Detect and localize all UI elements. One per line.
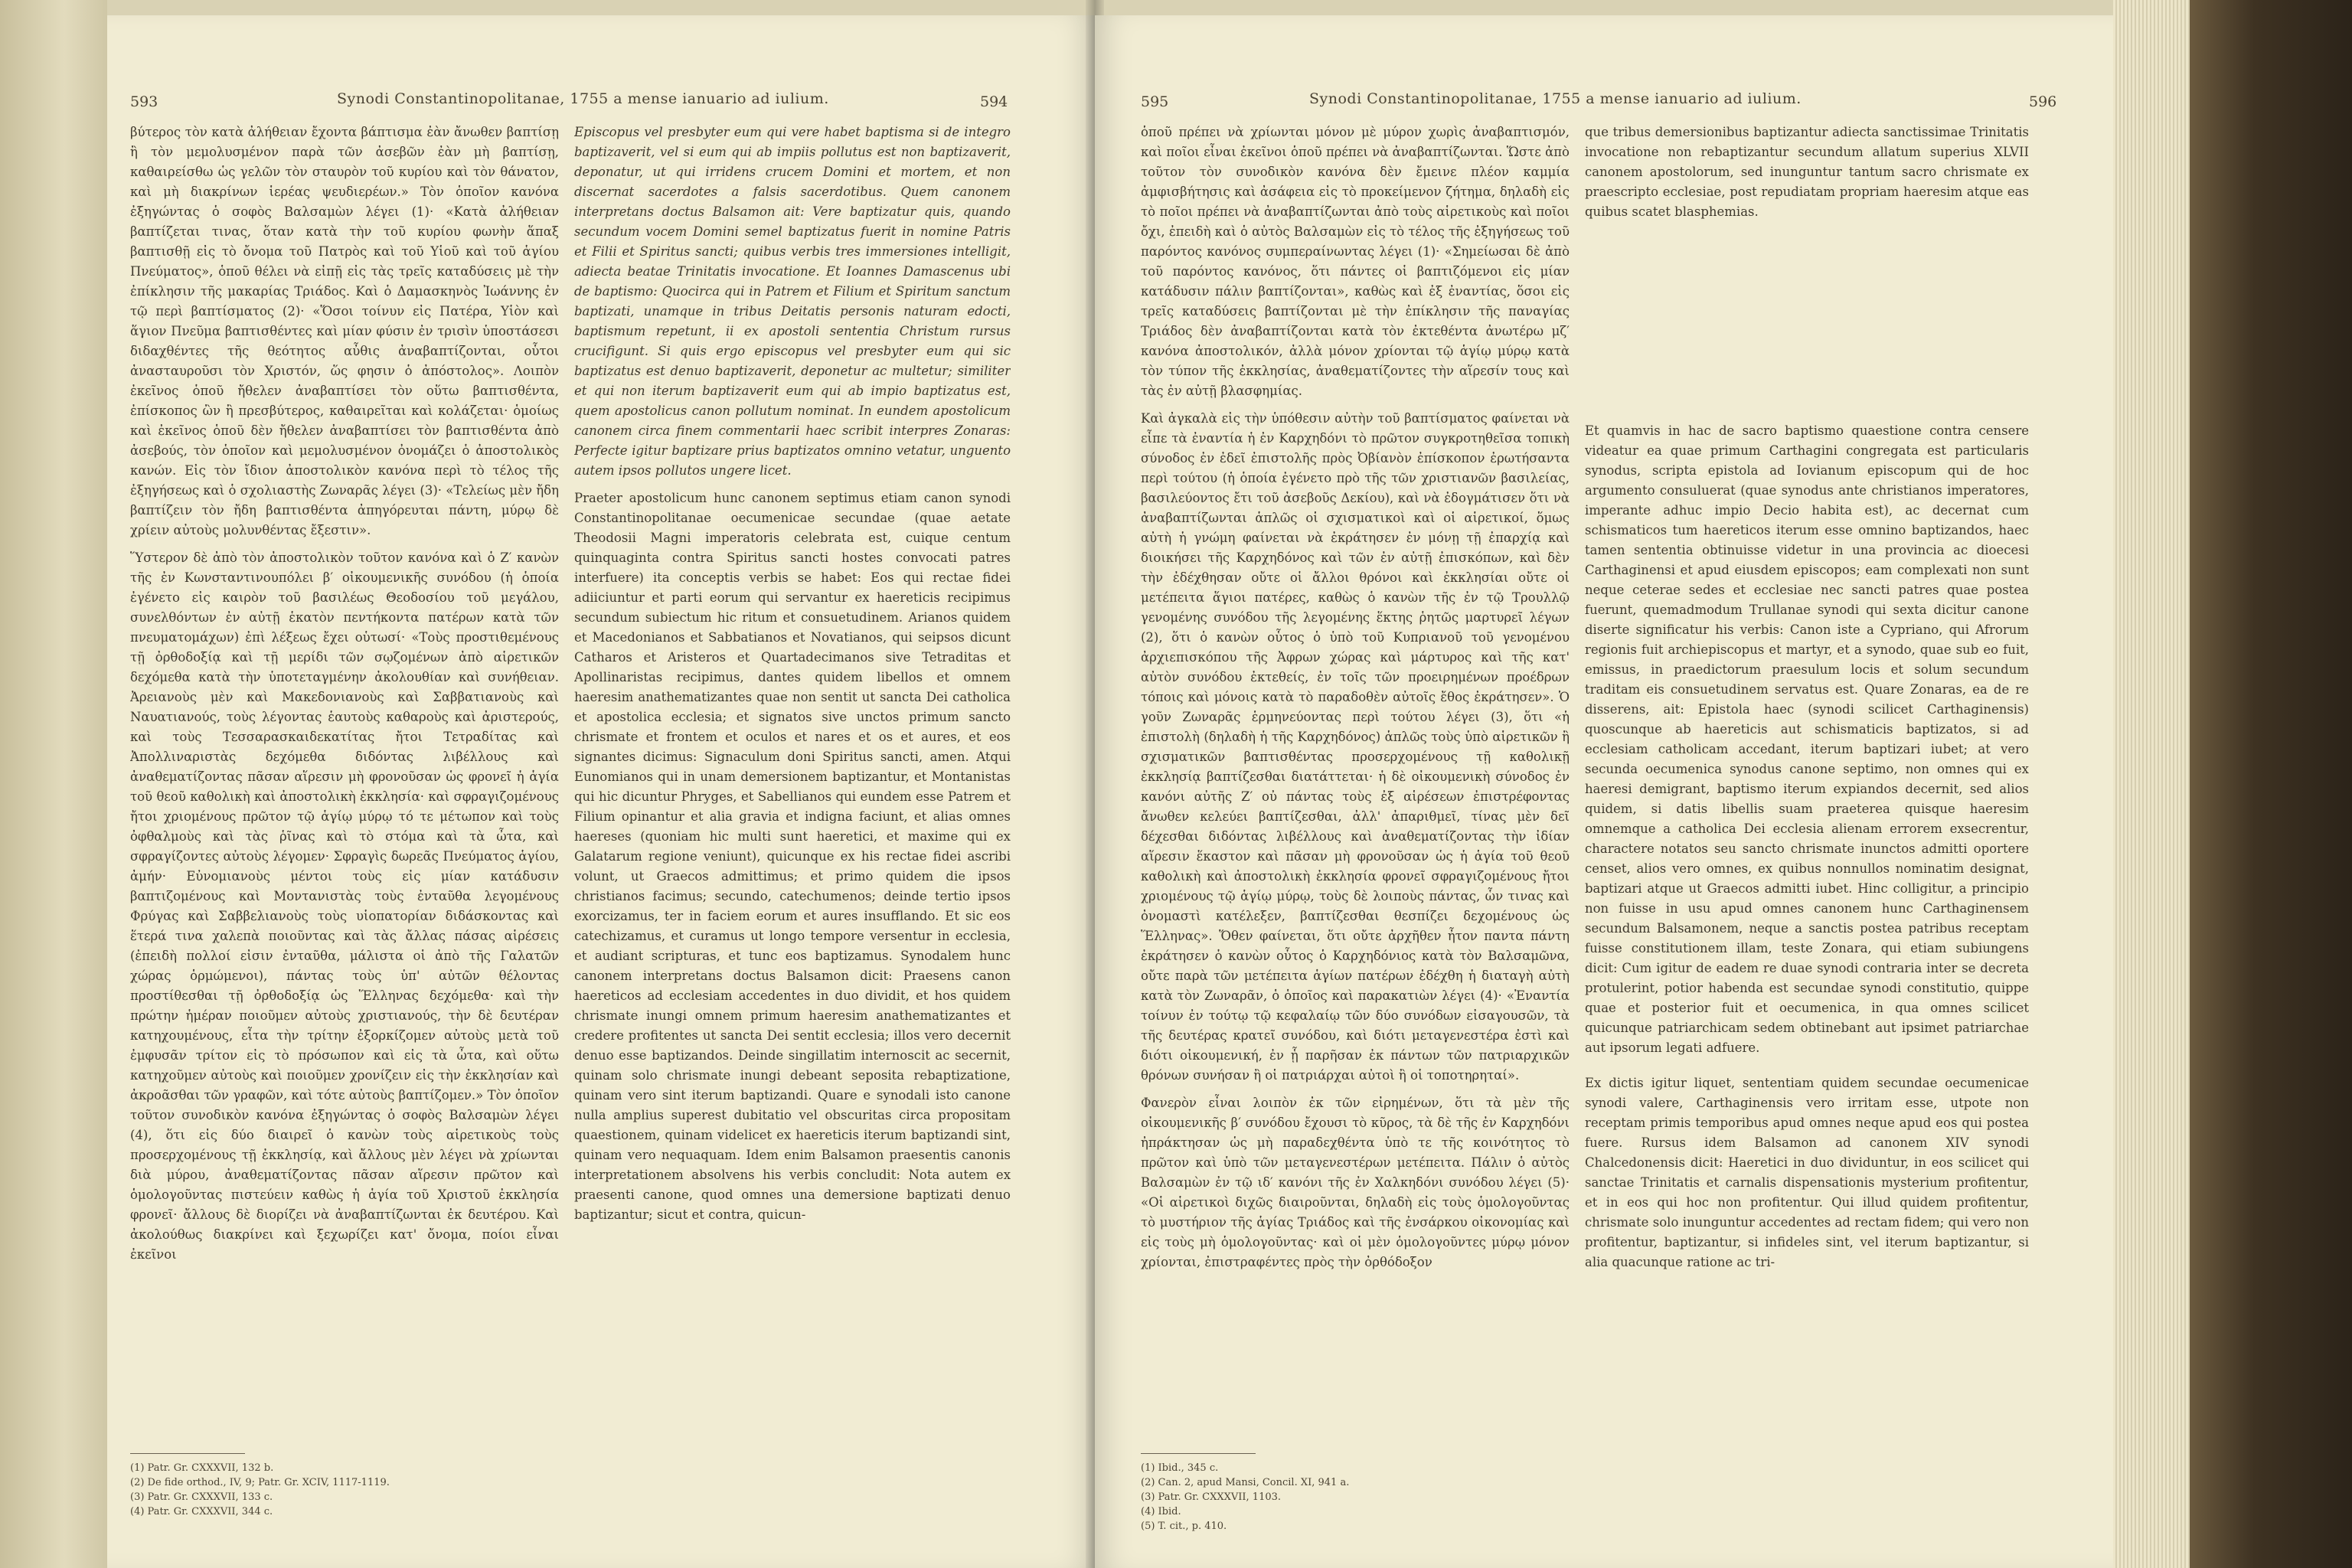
greek-paragraph: Φανερὸν εἶναι λοιπὸν ἐκ τῶν εἰρημένων, ὅτι τὰ μὲν τῆς οἰκουμενικῆς β′ συνόδου ἔχουσι τὸ κῦρος, τὰ δὲ τῆς ἐν Καρχηδόνι ἠπράκτησαν ὡς μὴ παραδεχθέντα ὑπὸ τε τῆς κοινότητος τὸ πρῶτον καὶ ὑπὸ τῶν μεταγενεστέρων μετέπειτα. Πάλιν ὁ αὐτὸς Βαλσαμὼν ἐν τῷ ιδ′ κανόνι τῆς ἐν Χαλκηδόνι συνόδου λέγει (5)· «Οἱ αἱρετικοὶ διχῶς διαιροῦνται, δηλαδὴ εἰς τοὺς ὁμολογοῦντας τὸ μυστήριον τῆς ἁγίας Τριάδος καὶ τῆς ἐνσάρκου οἰκονομίας καὶ εἰς τοὺς μὴ ὁμολογοῦντας· καὶ οἱ μὲν ὁμολογοῦντες μύρῳ μόνον χρίονται, ἐπιστραφέντες πρὸς τὴν ὀρθόδοξον — [1141, 1096, 1570, 1269]
running-head-left: Synodi Constantinopolitanae, 1755 a mense ianuario ad iulium. — [337, 90, 829, 107]
left-page-edge — [0, 0, 107, 1568]
footnote: (5) T. cit., p. 410. — [1141, 1521, 1227, 1532]
latin-paragraph: Ex dictis igitur liquet, sententiam quidem secundae oecumenicae synodi valere, Carthaginensis vero irritam esse, utpote non receptam primis temporibus apud omnes neque apud eos qui postea fuere. Rursus idem Balsamon ad canonem XIV synodi Chalcedonensis dicit: Haeretici in duo dividuntur, in eos scilicet qui sanctae Trinitatis et carnalis dispensationis mysterium profitentur, et in eos qui hoc non profitentur. Qui illud quidem profitentur, chrismate solo inunguntur accedentes ad rectam fidem; qui vero non profitentur, baptizantur, si infideles sint, vel iterum baptizantur, si alia quacunque ratione ac tri- — [1585, 1076, 2029, 1269]
page-number-593: 593 — [130, 93, 158, 110]
page-number-594: 594 — [980, 93, 1008, 110]
greek-column-right — [1141, 122, 1570, 1439]
latin-column-right — [1585, 122, 2029, 1439]
latin-paragraph: que tribus demersionibus baptizantur adiecta sanctissimae Trinitatis invocatione non rebaptizantur secundum allatum superius XLVII canonem apostolorum, sed inunguntur tantum sacro chrismate ex praescripto ecclesiae, post repudiatam propriam haeresim atque eas quibus scatet blasphemias. — [1585, 125, 2029, 219]
greek-paragraph: βύτερος τὸν κατὰ ἀλήθειαν ἔχοντα βάπτισμα ἐὰν ἄνωθεν βαπτίσῃ ἢ τὸν μεμολυσμένον παρὰ τῶν ἀσεβῶν ἐὰν μὴ βαπτίσῃ, καθαιρείσθω ὡς γελῶν τὸν σταυρὸν τοῦ κυρίου καὶ τὸν θάνατον, καὶ μὴ διακρίνων ἱερέας ψευδιερέων.» Τὸν ὁποῖον κανόνα ἐξηγώντας ὁ σοφὸς Βαλσαμὼν λέγει (1)· «Κατὰ ἀλήθειαν βαπτίζεται τινας, ὅταν κατὰ τὴν τοῦ κυρίου φωνὴν ἅπαξ βαπτισθῇ εἰς τὸ ὄνομα τοῦ Πατρὸς καὶ τοῦ Υἱοῦ καὶ τοῦ ἁγίου Πνεύματος», ὁποῦ θέλει νὰ εἰπῇ εἰς τὰς τρεῖς καταδύσεις μὲ τὴν ἐπίκλησιν τῆς μακαρίας Τριάδος. Καὶ ὁ Δαμασκηνὸς Ἰωάννης ἐν τῷ περὶ βαπτίσματος (2)· «Ὅσοι τοίνυν εἰς Πατέρα, Υἱὸν καὶ ἅγιον Πνεῦμα βαπτισθέντες καὶ μίαν φύσιν ἐν τρισὶν ὑποστάσεσι διδαχθέντες τῆς θεότητος αὖθις ἀναβαπτίζονται, οὗτοι ἀνασταυροῦσι τὸν Χριστόν, ὥς φησιν ὁ ἀπόστολος». Λοιπὸν ἐκεῖνος ὁποῦ ἤθελεν ἀναβαπτίσει τὸν οὕτω βαπτισθέντα, ἐπίσκοπος ὢν ἢ πρεσβύτερος, καθαιρεῖται καὶ κολάζεται· ὁμοίως καὶ ἐκεῖνος ὁποῦ δὲν ἤθελεν ἀναβαπτίσει τὸν βαπτισθέντα ἀπὸ ἀσεβούς, τὸν ὁποῖον καὶ μεμολυσμένον ὀνομάζει ὁ ἀποστολικὸς κανών. Εἰς τὸν ἴδιον ἀποστολικὸν κανόνα περὶ τὸ τέλος τῆς ἐξηγήσεως καὶ ὁ σχολιαστὴς Ζωναρᾶς λέγει (3)· «Τελείως μὲν ἤδη βαπτίζειν τὸν ἤδη βαπτισθέντα ἀπηγόρευται πάντη, μύρῳ δὲ χρίειν αὐτοὺς μολυνθέντας ἔξεστιν». — [130, 125, 559, 537]
book-cover-shadow — [2190, 0, 2352, 1568]
footnote: (3) Patr. Gr. CXXXVII, 1103. — [1141, 1491, 1282, 1503]
running-head-right: Synodi Constantinopolitanae, 1755 a mense ianuario ad iulium. — [1309, 90, 1802, 107]
footnote-rule — [130, 1453, 245, 1454]
footnote-rule — [1141, 1453, 1256, 1454]
page-stack-edge — [2113, 0, 2190, 1568]
footnote: (1) Patr. Gr. CXXXVII, 132 b. — [130, 1462, 274, 1474]
footnote: (4) Ibid. — [1141, 1506, 1181, 1517]
footnote: (2) De fide orthod., IV, 9; Patr. Gr. XCIV, 1117-1119. — [130, 1477, 390, 1488]
greek-paragraph: Ὕστερον δὲ ἀπὸ τὸν ἀποστολικὸν τοῦτον κανόνα καὶ ὁ Ζ′ κανὼν τῆς ἐν Κωνσταντινουπόλει β′ οἰκουμενικῆς συνόδου (ἡ ὁποία ἐγένετο εἰς καιρὸν τοῦ βασιλέως Θεοδοσίου τοῦ μεγάλου, συνελθόντων ἐν αὐτῇ ἑκατὸν πεντήκοντα πατέρων κατὰ τῶν πνευματομάχων) ἐπὶ λέξεως ἔχει οὑτωσί· «Τοὺς προστιθεμένους τῇ ὀρθοδοξίᾳ καὶ τῇ μερίδι τῶν σῳζομένων ἀπὸ αἱρετικῶν δεχόμεθα κατὰ τὴν ὑποτεταγμένην ἀκολουθίαν καὶ συνήθειαν. Ἀρειανοὺς μὲν καὶ Μακεδονιανοὺς καὶ Σαββατιανοὺς καὶ Ναυατιανούς, τοὺς λέγοντας ἑαυτοὺς καθαροὺς καὶ ἀριστερούς, καὶ τοὺς Τεσσαρασκαιδεκατίτας ἤτοι Τετραδίτας καὶ Ἀπολλιναριστὰς δεχόμεθα διδόντας λιβέλλους καὶ ἀναθεματίζοντας πᾶσαν αἵρεσιν μὴ φρονοῦσαν ὡς φρονεῖ ἡ ἁγία τοῦ θεοῦ καθολικὴ καὶ ἀποστολικὴ ἐκκλησία· καὶ σφραγιζομένους ἤτοι χριομένους πρῶτον τῷ ἁγίῳ μύρῳ τό τε μέτωπον καὶ τοὺς ὀφθαλμοὺς καὶ τὰς ῥῖνας καὶ τὸ στόμα καὶ τὰ ὦτα, καὶ σφραγίζοντες αὐτοὺς λέγομεν· Σφραγὶς δωρεᾶς Πνεύματος ἁγίου, ἀμήν· Εὐνομιανοὺς μέντοι τοὺς εἰς μίαν κατάδυσιν βαπτιζομένους καὶ Μοντανιστὰς τοὺς ἐνταῦθα λεγομένους Φρύγας καὶ Σαββελιανοὺς τοὺς υἱοπατορίαν διδάσκοντας καὶ ἕτερά τινα χαλεπὰ ποιοῦντας καὶ τὰς ἄλλας πάσας αἱρέσεις (ἐπειδὴ πολλοί εἰσιν ἐνταῦθα, μάλιστα οἱ ἀπὸ τῆς Γαλατῶν χώρας ὁρμώμενοι), πάντας τοὺς ὑπ' αὐτῶν θέλοντας προστίθεσθαι τῇ ὀρθοδοξίᾳ ὡς Ἕλληνας δεχόμεθα· καὶ τὴν πρώτην ἡμέραν ποιοῦμεν αὐτοὺς χριστιανούς, τὴν δὲ δευτέραν κατηχουμένους, εἶτα τὴν τρίτην ἐξορκίζομεν αὐτοὺς μετὰ τοῦ ἐμφυσᾶν τρίτον εἰς τὸ πρόσωπον καὶ εἰς τὰ ὦτα, καὶ οὕτω κατηχοῦμεν αὐτοὺς καὶ ποιοῦμεν χρονίζειν εἰς τὴν ἐκκλησίαν καὶ ἀκροᾶσθαι τῶν γραφῶν, καὶ τότε αὐτοὺς βαπτίζομεν.» Τὸν ὁποῖον τοῦτον συνοδικὸν κανόνα ἐξηγώντας ὁ σοφὸς Βαλσαμὼν λέγει (4), ὅτι εἰς δύο διαιρεῖ ὁ κανὼν τοὺς αἱρετικοὺς τοὺς προσερχομένους τῇ ἐκκλησίᾳ, καὶ ἄλλους μὲν λέγει νὰ χρίωνται διὰ μύρου, ἀναθεματίζοντας πᾶσαν αἵρεσιν πρῶτον καὶ ὁμολογοῦντας πιστεύειν καθὼς ἡ ἁγία τοῦ Χριστοῦ ἐκκλησία φρονεῖ· ἄλλους δὲ διορίζει νὰ ἀναβαπτίζωνται ἐκ δευτέρου. Καὶ ἀκολούθως διακρίνει καὶ ξεχωρίζει κατ' ὄνομα, ποίοι εἶναι ἐκεῖνοι — [130, 550, 559, 1262]
page-number-595: 595 — [1141, 93, 1169, 110]
latin-paragraph: Praeter apostolicum hunc canonem septimus etiam canon synodi Constantinopolitanae oecumenicae secundae (quae aetate Theodosii Magni imperatoris celebrata est, cuique centum quinquaginta contra Spiritus sancti hostes convocati patres interfuere) ita conceptis verbis se habet: Eos qui rectae fidei adiiciuntur et parti eorum qui servantur ex haereticis recipimus secundum subiectum hic ritum et consuetudinem. Arianos quidem et Macedonianos et Sabbatianos et Novatianos, qui seipsos dicunt Catharos et Aristeros et Quartadecimanos sive Tetraditas et Apollinaristas recipimus, dantes quidem libellos et omnem haeresim anathematizantes quae non sentit ut sancta Dei catholica et apostolica ecclesia; et signatos sive unctos primum sancto chrismate et frontem et oculos et nares et os et aures, et eos signantes dicimus: Signaculum doni Spiritus sancti, amen. Atqui Eunomianos qui in unam demersionem baptizantur, et Montanistas qui hic dicuntur Phryges, et Sabellianos qui eundem esse Patrem et Filium opinantur et alia gravia et indigna faciunt, et alias omnes haereses (quoniam hic multi sunt haeretici, et maxime qui ex Galatarum regione veniunt), quicunque ex his rectae fidei ascribi volunt, ut Graecos admittimus; et primo quidem die ipsos christianos facimus; secundo, catechumenos; deinde tertio ipsos exorcizamus, ter in faciem eorum et aures insufflando. Et sic eos catechizamus, et curamus ut longo tempore versentur in ecclesia, et audiant scripturas, et tunc eos baptizamus. Synodalem hunc canonem interpretans doctus Balsamon dicit: Praesens canon haereticos ad ecclesiam accedentes in duo dividit, et hos quidem chrismate inungi omnem primum haeresim anathematizantes et credere profitentes ut sancta Dei sentit ecclesia; illos vero decernit denuo esse baptizandos. Deinde singillatim internoscit ac secernit, quinam solo chrismate inungi debeant seposita rebaptizatione, quinam vero sint iterum baptizandi. Quare e synodali isto canone nulla amplius superest dubitatio vel obscuritas circa propositam quaestionem, quinam videlicet ex haereticis iterum baptizandi sint, quinam vero nequaquam. Idem enim Balsamon praesentis canonis interpretationem absolvens his verbis concludit: Nota autem ex praesenti canone, quod omnes una demersione baptizati denuo baptizantur; sicut et contra, quicun- — [574, 491, 1011, 1222]
latin-paragraph: Et quamvis in hac de sacro baptismo quaestione contra censere videatur ea quae primum Carthagini congregata est particularis synodus, scripta epistola ad Iovianum episcopum qui de hoc argumento consuluerat (quae synodus ante christianos imperatores, imperante adhuc impio Decio habita est), ac decernat cum schismaticos tum haereticos iterum esse omnino baptizandos, haec tamen sententia obtinuisse videtur in una provincia ac dioecesi Carthaginensi et apud eiusdem episcopos; eam complexati non sunt neque ceterae sedes et ecclesiae nec sancti patres quae postea fuerunt, quemadmodum Trullanae synodi qui sexta dicitur canone diserte significatur his verbis: Canon iste a Cypriano, qui Afrorum regionis fuit archiepiscopus et martyr, et a synodo, quae sub eo fuit, emissus, in praedictorum praesulum locis et solum secundum traditam eis consuetudinem servatus est. Quare Zonaras, ea de re disserens, ait: Epistola haec (synodi scilicet Carthaginensis) quoscunque ab haereticis aut schismaticis baptizatos, si ad ecclesiam catholicam accedant, iterum baptizari iubet; at vero secunda oecumenica synodus canone septimo, non omnes qui ex haeresi demigrant, baptismo iterum expiandos decernit, sed alios quidem, si datis libellis suam praeterea quisque haeresim omnemque a catholica Dei ecclesia alienam errorem exsecrentur, charactere notatos seu sancto chrismate inunctos admitti oportere censet, alios vero omnes, ex quibus nonnullos nominatim designat, baptizari atque ut Graecos admitti iubet. Hinc colligitur, a principio non fuisse in usu apud omnes canonem hunc Carthaginensem secundum Balsamonem, neque a sanctis postea patribus receptam fuisse constitutionem illam, teste Zonara, qui etiam subiungens dicit: Cum igitur de eadem re duae synodi contraria inter se decreta protulerint, potior habenda est secundae synodi constitutio, quippe quae et posterior fuit et oecumenica, in qua omnes scilicet quicunque patriarchicam sedem obtinebant aut ipsimet patriarchae aut ipsorum legati adfuere. — [1585, 423, 2029, 1055]
footnote: (4) Patr. Gr. CXXXVII, 344 c. — [130, 1506, 273, 1517]
right-page — [1095, 15, 2113, 1568]
page-number-596: 596 — [2029, 93, 2057, 110]
greek-paragraph: Καὶ ἀγκαλὰ εἰς τὴν ὑπόθεσιν αὐτὴν τοῦ βαπτίσματος φαίνεται νὰ εἶπε τὰ ἐναντία ἡ ἐν Καρχηδόνι τὸ πρῶτον συγκροτηθεῖσα τοπικὴ σύνοδος ἐν ἐδεῖ ἐπιστολῆς πρὸς Ὀβίανὸν ἐπίσκοπον ἐρωτήσαντα περὶ τούτου (ἡ ὁποία ἐγένετο πρὸ τῆς τῶν χριστιανῶν βασιλείας, βασιλεύοντος ἔτι τοῦ ἀσεβοῦς Δεκίου), καὶ νὰ ἐδογμάτισεν ὅτι νὰ ἀναβαπτίζωνται ἁπλῶς οἱ σχισματικοὶ καὶ οἱ αἱρετικοί, ὅμως αὐτὴ ἡ γνώμη φαίνεται νὰ ἐκράτησεν ἐν μόνῃ τῇ ἐπαρχίᾳ καὶ διοικήσει τῆς Καρχηδόνος καὶ τῶν ἐν αὐτῇ ἐπισκόπων, καὶ δὲν τὴν ἐδέχθησαν οὔτε οἱ ἄλλοι θρόνοι καὶ ἐκκλησίαι οὔτε οἱ μετέπειτα ἅγιοι πατέρες, καθὼς ὁ κανὼν τῆς ἐν τῷ Τρουλλῷ γενομένης συνόδου τῆς λεγομένης ἕκτης ῥητῶς μαρτυρεῖ λέγων (2), ὅτι ὁ κανὼν οὗτος ὁ ὑπὸ τοῦ Κυπριανοῦ τοῦ γενομένου ἀρχιεπισκόπου τῆς Ἀφρων χώρας καὶ μάρτυρος καὶ τῆς κατ' αὐτὸν συνόδου ἐκτεθείς, ἐν τοῖς τῶν προειρημένων προέδρων τόποις καὶ μόνοις κατὰ τὸ παραδοθὲν αὐτοῖς ἔθος ἐκράτησεν». Ὁ γοῦν Ζωναρᾶς ἑρμηνεύοντας περὶ τούτου λέγει (3), ὅτι «ἡ ἐπιστολὴ (δηλαδὴ ἡ τῆς Καρχηδόνος) ἁπλῶς τοὺς ὑπὸ αἱρετικῶν ἢ σχισματικῶν βαπτισθέντας προσερχομένους τῇ καθολικῇ ἐκκλησίᾳ βαπτίζεσθαι διατάττεται· ἡ δὲ οἰκουμενικὴ σύνοδος ἐν κανόνι αὐτῆς Ζ′ οὐ πάντας τοὺς ἐξ αἱρέσεων ἐπιστρέφοντας ἄνωθεν κελεύει βαπτίζεσθαι, ἀλλ' ἀπαριθμεῖ, τίνας μὲν δεῖ δέχεσθαι διδόντας λιβέλλους καὶ ἀναθεματίζοντας τὴν ἰδίαν αἵρεσιν ἕκαστον καὶ πᾶσαν μὴ φρονοῦσαν ὡς ἡ ἁγία τοῦ θεοῦ καθολικὴ καὶ ἀποστολικὴ ἐκκλησία φρονεῖ σφραγιζομένους ἤτοι χριομένους τῷ ἁγίῳ μύρῳ, τοὺς δὲ λοιποὺς πάντας, ὧν τινας καὶ ὀνομαστὶ κατέλεξεν, βαπτίζεσθαι θεσπίζει δεχομένους ὡς Ἕλληνας». Ὅθεν φαίνεται, ὅτι οὔτε ἀρχῆθεν ἦτον παντα πάντη ἐκράτησεν ὁ κανὼν οὗτος ὁ Καρχηδόνιος κατὰ τὸν Βαλσαμῶνα, οὔτε παρὰ τῶν μετέπειτα ἁγίων πατέρων ἐδέχθη ἡ διαταγὴ αὐτὴ κατὰ τὸν Ζωναρᾶν, ὁ ὁποῖος καὶ παρακατιὼν λέγει (4)· «Ἐναντία τοίνυν ἐν τούτῳ τῷ κεφαλαίῳ τῶν δύο συνόδων εἰσαγουσῶν, τὰ τῆς δευτέρας κρατεῖ συνόδου, καὶ διότι μεταγενεστέρα ἐστὶ καὶ διότι οἰκουμενική, ἐν ᾗ παρῆσαν ἐκ πάντων τῶν πατριαρχικῶν θρόνων συνήσαν ἢ οἱ πατριάρχαι αὐτοὶ ἢ οἱ τοποτηρηταί». — [1141, 411, 1570, 1083]
latin-paragraph: Episcopus vel presbyter eum qui vere habet baptisma si de integro baptizaverit, vel si eum qui ab impiis pollutus est non baptizaverit, deponatur, ut qui irridens crucem Domini et mortem, et non discernat sacerdotes a falsis sacerdotibus. Quem canonem interpretans doctus Balsamon ait: Vere baptizatur quis, quando secundum vocem Domini semel baptizatus fuerit in nomine Patris et Filii et Spiritus sancti; quibus verbis tres immersiones intelligit, adiecta beatae Trinitatis invocatione. Et Ioannes Damascenus ubi de baptismo: Quocirca qui in Patrem et Filium et Spiritum sanctum baptizati, unamque in tribus Deitatis personis naturam edocti, baptismum repetunt, ii ex apostoli sententia Christum rursus crucifigunt. Si quis ergo episcopus vel presbyter eum qui sic baptizatus est denuo baptizaverit, deponetur ac multetur; similiter et qui non iterum baptizaverit eum qui ab impio baptizatus est, quem apostolicus canon pollutum nominat. In eundem apostolicum canonem circa finem commentarii haec scribit interpres Zonaras: Perfecte igitur baptizare prius baptizatos omnino vetatur, unguento autem ipsos pollutos ungere licet. — [574, 125, 1011, 478]
greek-paragraph: ὁποῦ πρέπει νὰ χρίωνται μόνον μὲ μύρον χωρὶς ἀναβαπτισμόν, καὶ ποῖοι εἶναι ἐκεῖνοι ὁποῦ πρέπει νὰ ἀναβαπτίζωνται. Ὥστε ἀπὸ τοῦτον τὸν συνοδικὸν κανόνα δὲν ἔμεινε πλέον καμμία ἀμφισβήτησις καὶ ἀσάφεια εἰς τὸ προκείμενον ζήτημα, δηλαδὴ εἰς τὸ ποῖοι πρέπει νὰ ἀναβαπτίζωνται ἀπὸ τοὺς αἱρετικοὺς καὶ ποῖοι ὄχι, ἐπειδὴ καὶ ὁ αὐτὸς Βαλσαμὼν εἰς τὸ τέλος τῆς ἐξηγήσεως τοῦ παρόντος κανόνος συμπεραίνωντας λέγει (1)· «Σημείωσαι δὲ ἀπὸ τοῦ παρόντος κανόνος, ὅτι πάντες οἱ βαπτιζόμενοι εἰς μίαν κατάδυσιν πάλιν βαπτίζονται», καθὼς καὶ ἐξ ἐναντίας, ὅσοι εἰς τρεῖς καταδύσεις βαπτίζονται μὲ τὴν ἐπίκλησιν τῆς παναγίας Τριάδος δὲν ἀναβαπτίζονται κατὰ τὸν ἐκτεθέντα ἀνωτέρω μζ′ κανόνα ἀποστολικόν, ἀλλὰ μόνον χρίονται τῷ ἁγίῳ μύρῳ κατὰ τὸν τύπον τῆς ἐκκλησίας, ἀναθεματίζοντες τὴν αἵρεσίν τους καὶ τὰς ἐν αὐτῇ βλασφημίας. — [1141, 125, 1570, 398]
footnote: (2) Can. 2, apud Mansi, Concil. XI, 941 a. — [1141, 1477, 1350, 1488]
footnote: (3) Patr. Gr. CXXXVII, 133 c. — [130, 1491, 273, 1503]
greek-column-left — [130, 122, 559, 1439]
latin-column-left — [574, 122, 1011, 1439]
footnotes-left — [130, 1461, 390, 1519]
left-page — [107, 15, 1095, 1568]
footnotes-right — [1141, 1461, 1349, 1534]
footnote: (1) Ibid., 345 c. — [1141, 1462, 1219, 1474]
